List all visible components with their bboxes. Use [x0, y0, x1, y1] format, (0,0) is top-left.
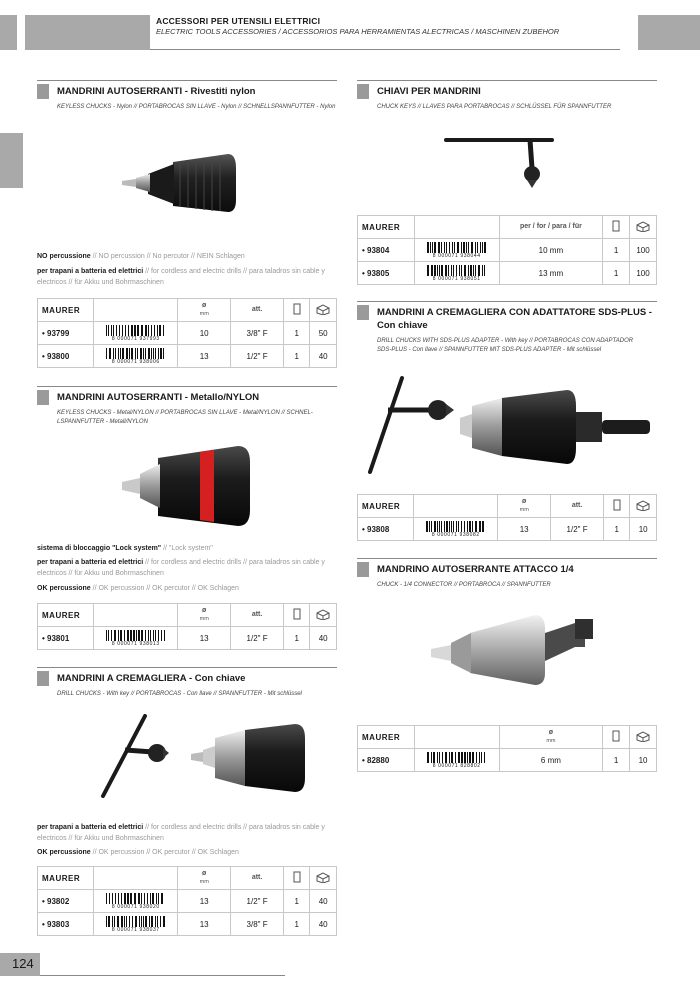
single-pack-icon — [284, 604, 310, 627]
footer-divider — [40, 975, 285, 976]
section-divider — [37, 80, 337, 81]
barcode: 8 000071 938020 — [94, 890, 178, 913]
single-pack-icon — [284, 867, 310, 890]
section-divider — [37, 667, 337, 668]
table-row: • 93808 8 000071 938082 13 1/2" F 1 10 — [358, 518, 657, 541]
product-image-keyless-chuck-metal — [118, 440, 258, 530]
product-code: • 93800 — [38, 345, 94, 368]
feature-note: electricos // für Akku und Bohrmaschinen — [37, 835, 164, 842]
feature-note: sistema di bloccaggio "Lock system" // "Lock system" — [37, 545, 213, 552]
brand-logo: MAURER — [38, 604, 94, 627]
feature-note: NO percussione // NO percussion // No percutor // NEIN Schlagen — [37, 253, 245, 260]
brand-logo: MAURER — [358, 726, 415, 749]
box-pack-icon — [310, 299, 337, 322]
table-row: • 93799 8 000071 937993 10 3/8" F 1 50 — [38, 322, 337, 345]
col-for-size: per / for / para / für — [499, 216, 603, 239]
product-image-keyless-chuck-nylon — [118, 148, 248, 218]
page-number-tab — [0, 953, 40, 976]
box-pack-icon — [630, 726, 657, 749]
table-row: • 93800 8 000071 938006 13 1/2" F 1 40 — [38, 345, 337, 368]
product-table — [37, 603, 337, 650]
table-row: • 93804 8 000071 938044 10 mm 1 100 — [358, 239, 657, 262]
feature-note: per trapani a batteria ed elettrici // for cordless and electric drills // para taladros sin cable y — [37, 268, 325, 275]
brand-logo: MAURER — [358, 495, 414, 518]
section-title: Con chiave — [377, 320, 428, 331]
product-image-hex-chuck — [425, 605, 600, 700]
barcode: 8 000071 828802 — [414, 749, 499, 772]
product-code: • 93799 — [38, 322, 94, 345]
product-table — [357, 215, 657, 285]
brand-logo: MAURER — [358, 216, 415, 239]
section-marker — [357, 305, 369, 320]
product-image-chuck-key — [440, 128, 560, 193]
product-code: • 93802 — [38, 890, 94, 913]
section-title: CHIAVI PER MANDRINI — [377, 86, 481, 97]
table-row: • 93803 8 000071 938037 13 3/8" F 1 40 — [38, 913, 337, 936]
col-diameter: ø mm — [178, 299, 231, 322]
section-marker — [357, 562, 369, 577]
single-pack-icon — [284, 299, 310, 322]
brand-logo: MAURER — [38, 867, 94, 890]
col-attachment: att. — [231, 867, 284, 890]
single-pack-icon — [603, 726, 630, 749]
single-pack-icon — [604, 495, 630, 518]
section-marker — [37, 390, 49, 405]
col-diameter: ø mm — [499, 726, 603, 749]
product-code: • 93805 — [358, 262, 415, 285]
section-subtitle: DRILL CHUCKS WITH SDS-PLUS ADAPTER - With key // PORTABROCAS CON ADAPTADOR — [377, 338, 634, 344]
section-marker — [37, 671, 49, 686]
product-code: • 93803 — [38, 913, 94, 936]
section-subtitle: DRILL CHUCKS - With key // PORTABROCAS - Con llave // SPANNFUTTER - Mit schlüssel — [57, 691, 302, 697]
box-pack-icon — [310, 604, 337, 627]
barcode: 8 000071 937993 — [94, 322, 178, 345]
product-code: • 93801 — [38, 627, 94, 650]
section-marker — [357, 84, 369, 99]
section-divider — [357, 80, 657, 81]
section-title: MANDRINI A CREMAGLIERA CON ADATTATORE SDS-PLUS - — [377, 307, 652, 318]
col-diameter: ø mm — [178, 604, 231, 627]
page-number: 124 — [12, 956, 34, 971]
box-pack-icon — [630, 495, 657, 518]
product-code: • 93808 — [358, 518, 414, 541]
feature-note: OK percussione // OK percussion // OK percutor // OK Schlagen — [37, 585, 239, 592]
page-header-title: ACCESSORI PER UTENSILI ELETTRICI — [156, 16, 321, 26]
table-row: • 93805 8 000071 938051 13 mm 1 100 — [358, 262, 657, 285]
col-attachment: att. — [551, 495, 604, 518]
product-code: • 82880 — [358, 749, 415, 772]
barcode: 8 000071 938037 — [94, 913, 178, 936]
product-image-chuck-with-key — [95, 708, 315, 808]
section-subtitle: SDS-PLUS - Con llave // SPANNFUTTER MIT SDS-PLUS ADAPTER - Mit schlüssel — [377, 347, 602, 353]
col-attachment: att. — [231, 299, 284, 322]
barcode: 8 000071 938051 — [414, 262, 499, 285]
section-divider — [37, 386, 337, 387]
feature-note: per trapani a batteria ed elettrici // for cordless and electric drills // para taladros sin cable y — [37, 824, 325, 831]
section-divider — [357, 301, 657, 302]
page-header-subtitle: ELECTRIC TOOLS ACCESSORIES / ACCESSORIOS PARA HERRAMIENTAS ALECTRICAS / MASCHINEN ZUBEHOR — [156, 27, 560, 36]
header-left-block — [0, 15, 17, 50]
table-row: • 93802 8 000071 938020 13 1/2" F 1 40 — [38, 890, 337, 913]
box-pack-icon — [310, 867, 337, 890]
section-subtitle: KEYLESS CHUCKS - Metal/NYLON // PORTABROCAS SIN LLAVE - Metal/NYLON // SCHNEL- — [57, 410, 313, 416]
feature-note: electricos // für Akku und Bohrmaschinen — [37, 279, 164, 286]
header-divider — [150, 49, 620, 50]
section-subtitle: CHUCK - 1/4 CONNECTOR // PORTABROCA // SPANNFUTTER — [377, 582, 551, 588]
barcode: 8 000071 938013 — [94, 627, 178, 650]
feature-note: electricos // für Akku und Bohrmaschinen — [37, 570, 164, 577]
product-image-sds-chuck — [362, 372, 657, 482]
section-title: MANDRINI AUTOSERRANTI - Metallo/NYLON — [57, 392, 260, 403]
section-title: MANDRINI A CREMAGLIERA - Con chiave — [57, 673, 246, 684]
table-row: • 82880 8 000071 828802 6 mm 1 10 — [358, 749, 657, 772]
product-code: • 93804 — [358, 239, 415, 262]
section-divider — [357, 558, 657, 559]
table-row: • 93801 8 000071 938013 13 1/2" F 1 40 — [38, 627, 337, 650]
side-tab — [0, 133, 23, 188]
col-diameter: ø mm — [498, 495, 551, 518]
section-subtitle: CHUCK KEYS // LLAVES PARA PORTABROCAS // SCHLÜSSEL FÜR SPANNFUTTER — [377, 104, 612, 110]
product-table — [357, 725, 657, 772]
header-left-block-2 — [25, 15, 150, 50]
section-subtitle: LSPANNFUTTER - Metall/NYLON — [57, 419, 148, 425]
product-table — [357, 494, 657, 541]
barcode: 8 000071 938044 — [414, 239, 499, 262]
section-title: MANDRINI AUTOSERRANTI - Rivestiti nylon — [57, 86, 256, 97]
section-marker — [37, 84, 49, 99]
box-pack-icon — [630, 216, 657, 239]
col-diameter: ø mm — [178, 867, 231, 890]
barcode: 8 000071 938006 — [94, 345, 178, 368]
barcode: 8 000071 938082 — [414, 518, 498, 541]
section-subtitle: KEYLESS CHUCKS - Nylon // PORTABROCAS SIN LLAVE - Nylon // SCHNELLSPANNFUTTER - Nylon — [57, 104, 336, 110]
product-table — [37, 866, 337, 936]
header-right-block — [638, 15, 700, 50]
col-attachment: att. — [231, 604, 284, 627]
product-table — [37, 298, 337, 368]
brand-logo: MAURER — [38, 299, 94, 322]
feature-note: per trapani a batteria ed elettrici // for cordless and electric drills // para taladros sin cable y — [37, 559, 325, 566]
single-pack-icon — [603, 216, 630, 239]
section-title: MANDRINO AUTOSERRANTE ATTACCO 1/4 — [377, 564, 574, 575]
feature-note: OK percussione // OK percussion // OK percutor // OK Schlagen — [37, 849, 239, 856]
